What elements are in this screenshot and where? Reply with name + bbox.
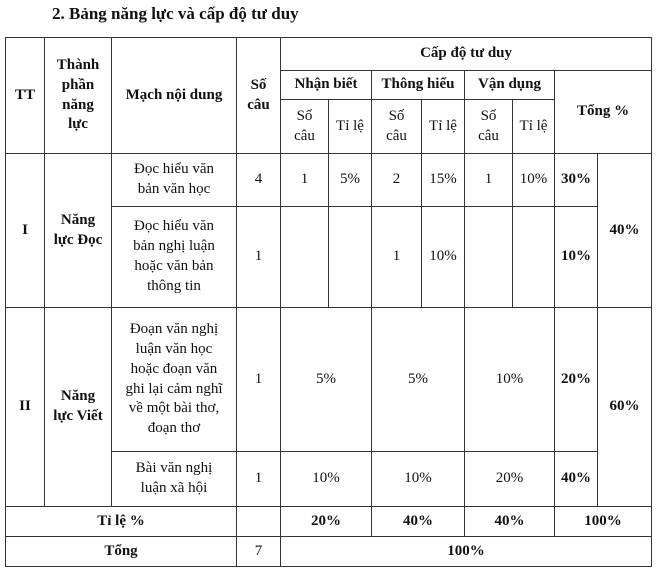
ti-le-nb: 20%: [281, 507, 372, 537]
sub-ti-le: Tỉ lệ: [329, 100, 372, 154]
cell-vd: 10%: [465, 308, 555, 452]
ti-le-so-cau: [237, 507, 281, 537]
cell-th-so-cau: 2: [372, 154, 422, 207]
cell-vd-so-cau: 1: [465, 154, 513, 207]
tong-so-cau: 7: [237, 537, 281, 567]
row-tt: II: [6, 308, 45, 507]
table-row: [6, 308, 652, 452]
cell-th-ti-le: 15%: [422, 154, 465, 207]
sub-ti-le: Tỉ lệ: [422, 100, 465, 154]
row-so-cau: 4: [237, 154, 281, 207]
header-mach: Mạch nội dung: [112, 38, 237, 154]
cell-group-total: 60%: [598, 308, 652, 507]
header-nhan-biet: Nhận biết: [281, 71, 372, 100]
tong-all: 100%: [281, 537, 652, 567]
cell-tong: 30%: [555, 154, 598, 207]
row-mach: Đọc hiểu văn bản văn học: [112, 154, 237, 207]
cell-tong: 10%: [555, 207, 598, 308]
cell-nb-ti-le: 5%: [329, 154, 372, 207]
ti-le-th: 40%: [372, 507, 465, 537]
cell-th: 10%: [372, 452, 465, 507]
row-tt: I: [6, 154, 45, 308]
cell-th-ti-le: 10%: [422, 207, 465, 308]
tong-label: Tổng: [6, 537, 237, 567]
row-thanh-phan: Năng lực Viết: [45, 308, 112, 507]
sub-so-cau: Số câu: [465, 100, 513, 154]
section-heading: 2. Bảng năng lực và cấp độ tư duy: [52, 4, 299, 23]
ti-le-label: Tỉ lệ %: [6, 507, 237, 537]
header-so-cau: Số câu: [237, 38, 281, 154]
row-so-cau: 1: [237, 452, 281, 507]
cell-tong: 20%: [555, 308, 598, 452]
cell-nb: 10%: [281, 452, 372, 507]
header-van-dung: Vận dụng: [465, 71, 555, 100]
ti-le-tong: 100%: [555, 507, 652, 537]
tong-row: [6, 537, 652, 567]
cell-vd: 20%: [465, 452, 555, 507]
cell-tong: 40%: [555, 452, 598, 507]
header-tong-pct: Tổng %: [555, 71, 652, 154]
cell-vd-ti-le: [513, 207, 555, 308]
sub-ti-le: Tỉ lệ: [513, 100, 555, 154]
ti-le-row: [6, 507, 652, 537]
cell-nb: 5%: [281, 308, 372, 452]
row-mach: Đọc hiểu văn bản nghị luận hoặc văn bản thông tin: [112, 207, 237, 308]
row-mach: Đoạn văn nghị luận văn học hoặc đoạn văn ghi lại cảm nghĩ về một bài thơ, đoạn thơ: [112, 308, 237, 452]
ti-le-vd: 40%: [465, 507, 555, 537]
cell-nb-so-cau: 1: [281, 154, 329, 207]
cell-th: 5%: [372, 308, 465, 452]
competency-table: [5, 37, 652, 567]
row-thanh-phan: Năng lực Đọc: [45, 154, 112, 308]
cell-vd-so-cau: [465, 207, 513, 308]
header-thanh-phan: Thành phần năng lực: [45, 38, 112, 154]
cell-nb-so-cau: [281, 207, 329, 308]
cell-vd-ti-le: 10%: [513, 154, 555, 207]
header-tt: TT: [6, 38, 45, 154]
cell-group-total: 40%: [598, 154, 652, 308]
sub-so-cau: Số câu: [281, 100, 329, 154]
row-mach: Bài văn nghị luận xã hội: [112, 452, 237, 507]
sub-so-cau: Số câu: [372, 100, 422, 154]
row-so-cau: 1: [237, 207, 281, 308]
table-row: [6, 154, 652, 207]
header-cap-do: Cấp độ tư duy: [281, 38, 652, 71]
cell-th-so-cau: 1: [372, 207, 422, 308]
header-thong-hieu: Thông hiểu: [372, 71, 465, 100]
cell-nb-ti-le: [329, 207, 372, 308]
row-so-cau: 1: [237, 308, 281, 452]
